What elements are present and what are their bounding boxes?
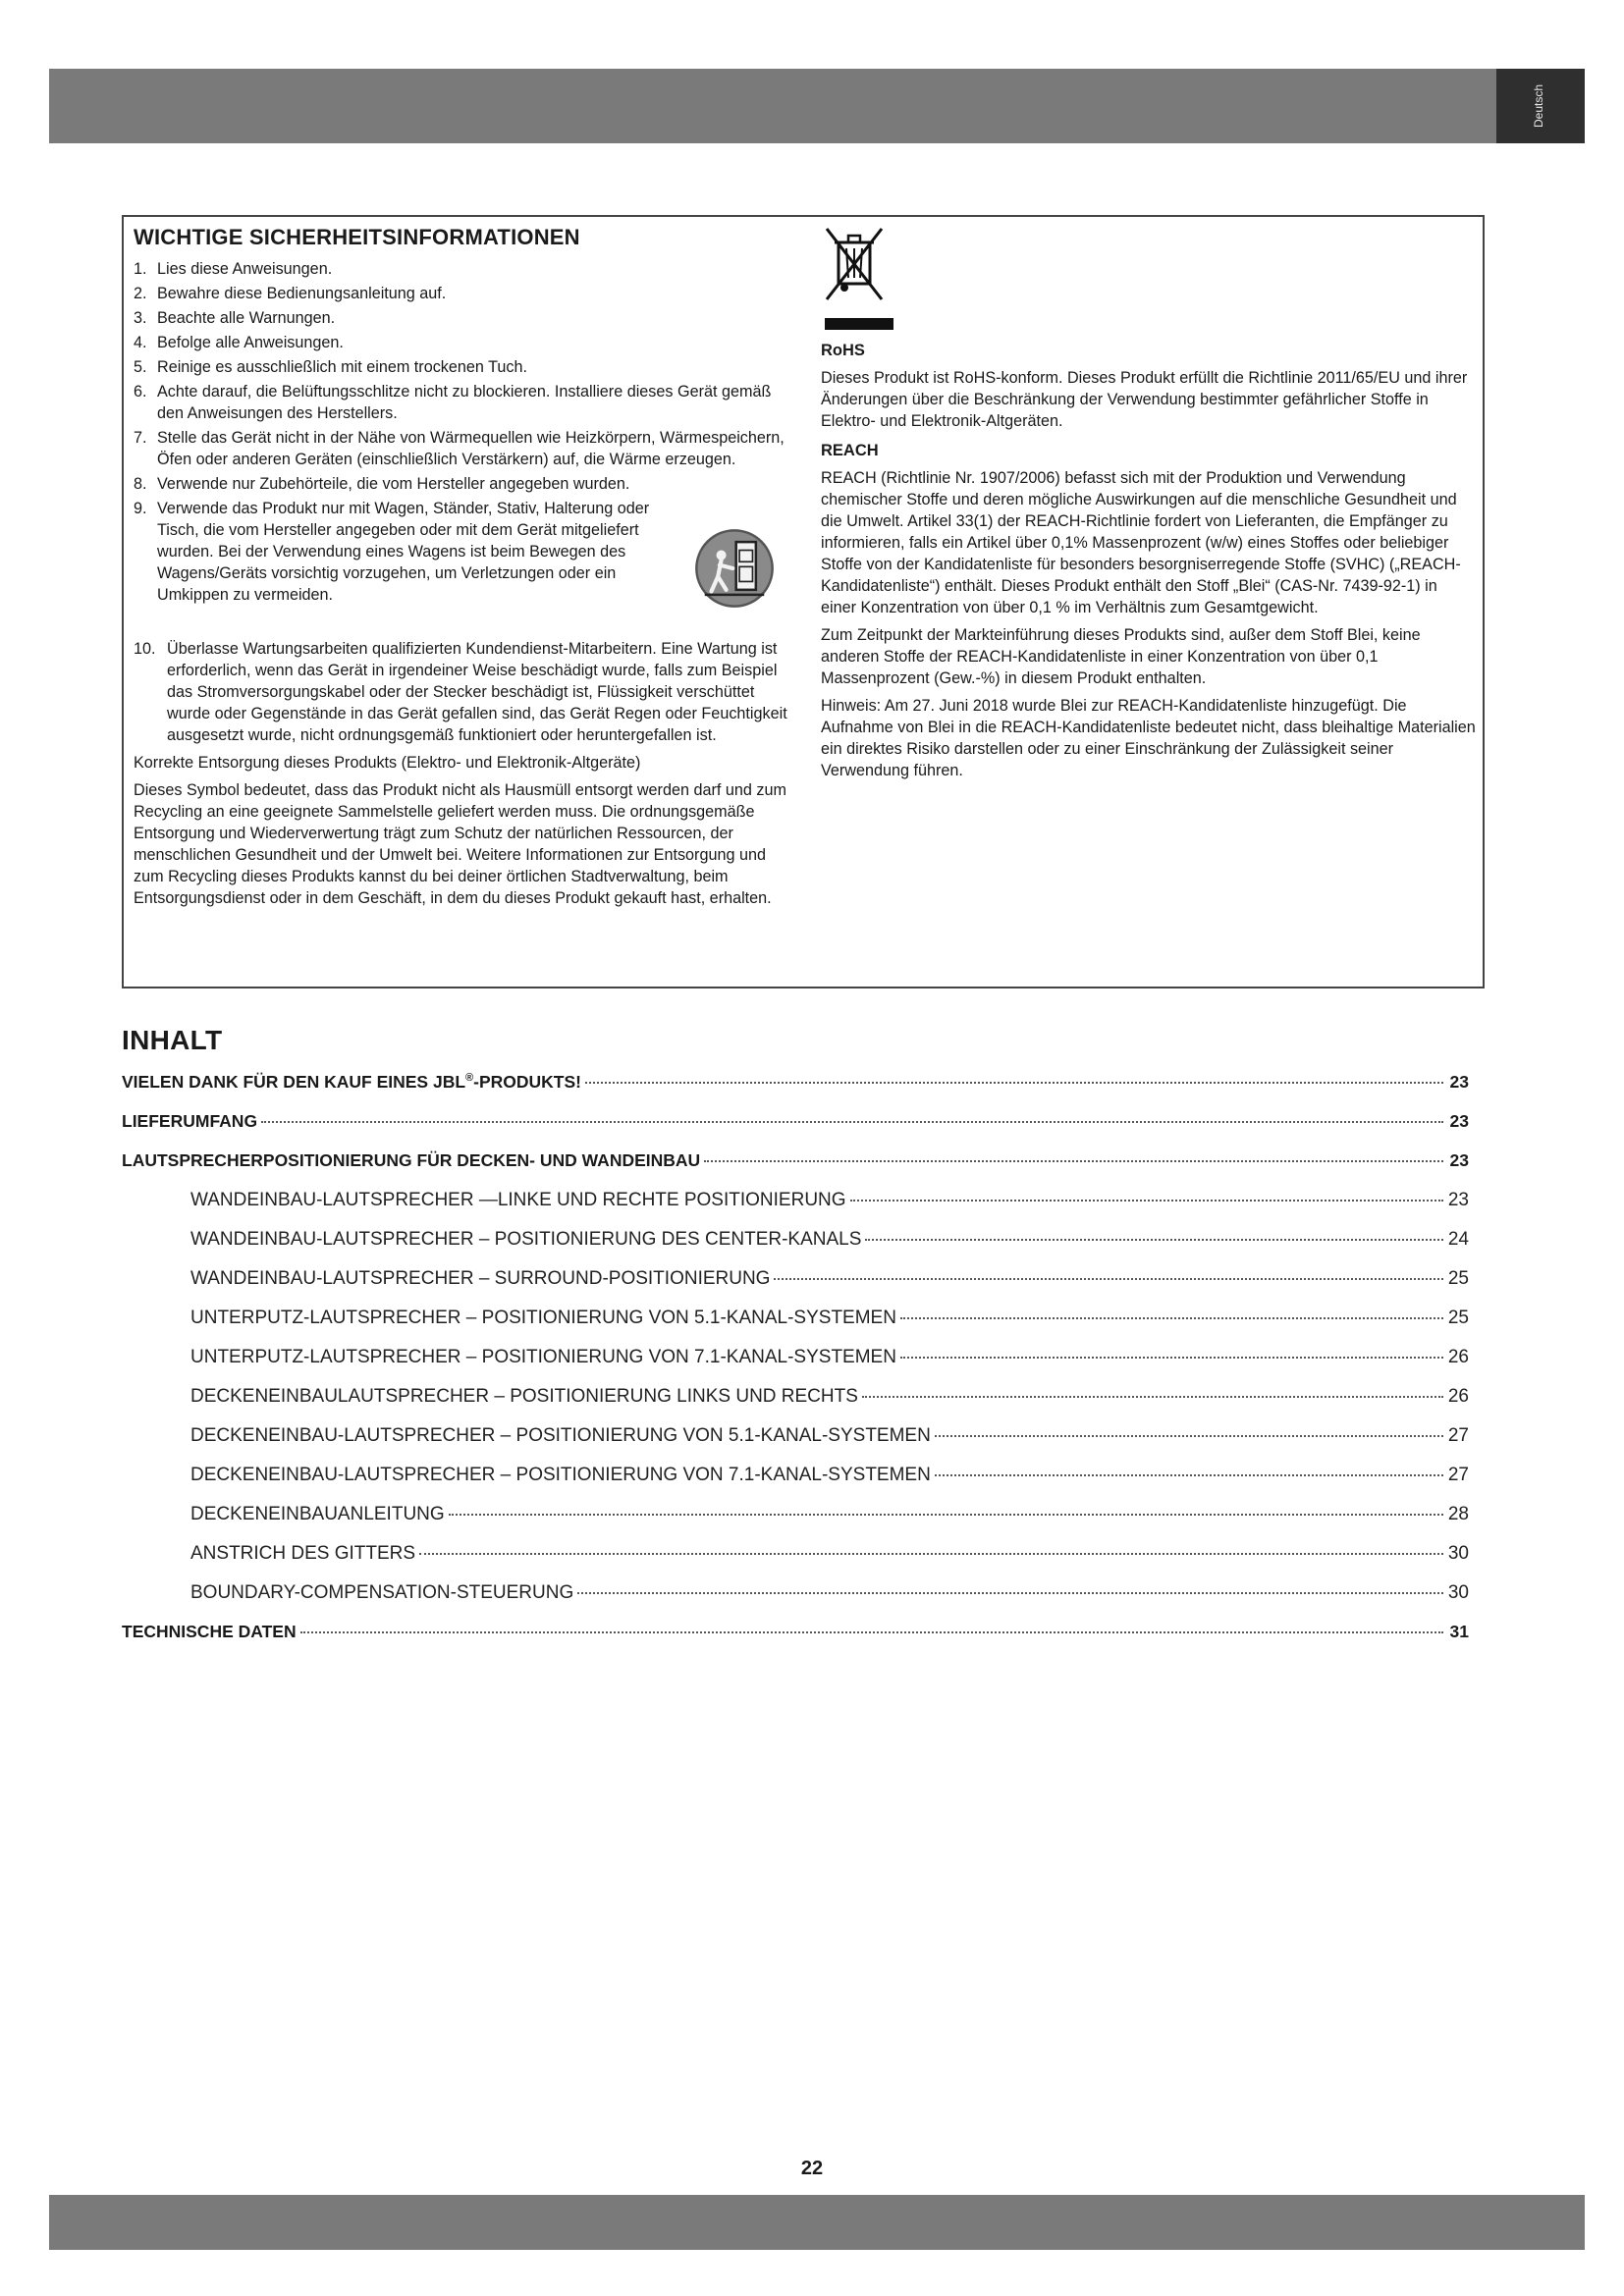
- safety-information-box: [122, 215, 1485, 988]
- toc-entry[interactable]: [122, 1465, 1469, 1504]
- list-item-text: Lies diese Anweisungen.: [157, 260, 333, 278]
- toc-leader-dots: [261, 1121, 1443, 1123]
- toc-leader-dots: [862, 1396, 1443, 1398]
- toc-page-number: 28: [1447, 1504, 1469, 1524]
- list-item-number: 6.: [134, 383, 147, 400]
- toc-leader-dots: [900, 1317, 1443, 1319]
- list-item-number: 1.: [134, 260, 147, 278]
- toc-label-text: VIELEN DANK FÜR DEN KAUF EINES JBL: [122, 1072, 466, 1092]
- toc-entry-label: [122, 1072, 581, 1093]
- list-item: [134, 332, 793, 353]
- list-item-text: Verwende nur Zubehörteile, die vom Hersteller angegeben wurden.: [157, 475, 630, 493]
- toc-label-text: UNTERPUTZ-LAUTSPRECHER – POSITIONIERUNG VON 7.1-KANAL-SYSTEMEN: [190, 1347, 896, 1367]
- list-item-number: 8.: [134, 475, 147, 493]
- toc-page-number: 23: [1449, 1150, 1469, 1170]
- list-item-number: 7.: [134, 429, 147, 447]
- list-item-number: 5.: [134, 358, 147, 376]
- list-item: [134, 473, 793, 495]
- toc-leader-dots: [300, 1631, 1443, 1633]
- toc-page-number: 24: [1447, 1229, 1469, 1250]
- toc-leader-dots: [449, 1514, 1443, 1516]
- cart-warning-icon: [693, 527, 776, 610]
- toc-entry[interactable]: [122, 1229, 1469, 1268]
- toc-leader-dots: [865, 1239, 1443, 1241]
- toc-entry[interactable]: [122, 1386, 1469, 1425]
- list-item: [134, 283, 793, 304]
- list-item-text: Achte darauf, die Belüftungsschlitze nicht zu blockieren. Installiere dieses Gerät gemäß den Anweisungen des Herstellers.: [157, 383, 772, 422]
- safety-title: WICHTIGE SICHERHEITSINFORMATIONEN: [134, 225, 580, 249]
- toc-page-number: 25: [1447, 1308, 1469, 1328]
- toc-entry-label: [122, 1150, 700, 1171]
- toc-page-number: 26: [1447, 1386, 1469, 1407]
- toc-entry-label: [190, 1229, 861, 1251]
- toc-entry[interactable]: [122, 1111, 1469, 1150]
- toc-entry[interactable]: [122, 1582, 1469, 1622]
- reach-title: REACH: [821, 442, 879, 459]
- weee-bar: [825, 318, 893, 330]
- list-item-text: Befolge alle Anweisungen.: [157, 334, 344, 351]
- header-bar: [49, 69, 1585, 143]
- safety-right-column: [821, 223, 1477, 781]
- toc-entry[interactable]: [122, 1190, 1469, 1229]
- rohs-text: Dieses Produkt ist RoHS-konform. Dieses Produkt erfüllt die Richtlinie 2011/65/EU und ihrer Änderungen über die Beschränkung der Verwendung bestimmter gefährlicher Stoffe in Elektro- und Elektronik-Altgeräten.: [821, 369, 1468, 430]
- toc-page-number: 30: [1447, 1543, 1469, 1564]
- toc-entry[interactable]: [122, 1072, 1469, 1111]
- toc-label-text: WANDEINBAU-LAUTSPRECHER – POSITIONIERUNG DES CENTER-KANALS: [190, 1229, 862, 1250]
- toc-entry[interactable]: [122, 1268, 1469, 1308]
- toc-page-number: 23: [1449, 1072, 1469, 1092]
- toc-entry[interactable]: [122, 1425, 1469, 1465]
- reach-note: Hinweis: Am 27. Juni 2018 wurde Blei zur REACH-Kandidatenliste hinzugefügt. Die Aufnahme von Blei in die REACH-Kandidatenliste bedeutet nicht, dass bleihaltige Materialien ein direktes Risiko darstellen oder zu einer Einschränkung der Zulässigkeit seiner Verwendung führen.: [821, 697, 1476, 779]
- toc-page-number: 27: [1447, 1465, 1469, 1485]
- toc-leader-dots: [850, 1200, 1443, 1201]
- toc-label-text: UNTERPUTZ-LAUTSPRECHER – POSITIONIERUNG VON 5.1-KANAL-SYSTEMEN: [190, 1308, 896, 1328]
- list-item-text: Verwende das Produkt nur mit Wagen, Ständer, Stativ, Halterung oder Tisch, die vom Hersteller angegeben oder mit dem Gerät mitgeliefert wurden. Bei der Verwendung eines Wagens ist beim Bewegen des Wagens/Geräts vorsichtig vorzugehen, um Verletzungen oder ein Umkippen zu vermeiden.: [157, 500, 650, 604]
- rohs-title: RoHS: [821, 342, 865, 359]
- disposal-title: Korrekte Entsorgung dieses Produkts (Elektro- und Elektronik-Altgeräte): [134, 754, 641, 772]
- toc-page-number: 23: [1449, 1111, 1469, 1131]
- disposal-text: Dieses Symbol bedeutet, dass das Produkt nicht als Hausmüll entsorgt werden darf und zum Recycling an eine geeignete Sammelstelle geliefert werden muss. Die ordnungsgemäße Entsorgung und Wiederverwertung trägt zum Schutz der natürlichen Ressourcen, der menschlichen Gesundheit und der Umwelt bei. Weitere Informationen zur Entsorgung und zum Recycling dieses Produkts kannst du bei deiner örtlichen Stadtverwaltung, beim Entsorgungsdienst oder in dem Geschäft, in dem du dieses Produkt gekauft hast, erhalten.: [134, 781, 786, 907]
- list-item: [134, 498, 793, 635]
- toc-entry[interactable]: [122, 1308, 1469, 1347]
- toc-entry-label: [190, 1504, 445, 1525]
- toc-leader-dots: [935, 1474, 1443, 1476]
- list-item: [134, 356, 793, 378]
- footer-bar: [49, 2195, 1585, 2250]
- toc-entry-label: [122, 1622, 297, 1642]
- toc-leader-dots: [577, 1592, 1443, 1594]
- toc-label-text: DECKENEINBAULAUTSPRECHER – POSITIONIERUNG LINKS UND RECHTS: [190, 1386, 858, 1407]
- toc-label-text: ANSTRICH DES GITTERS: [190, 1543, 416, 1564]
- list-item: [134, 381, 793, 424]
- toc-label-text: DECKENEINBAUANLEITUNG: [190, 1504, 445, 1524]
- toc-entry-label: [190, 1425, 931, 1447]
- list-item: [134, 427, 793, 470]
- toc-page-number: 30: [1447, 1582, 1469, 1603]
- toc-label-text: DECKENEINBAU-LAUTSPRECHER – POSITIONIERUNG VON 7.1-KANAL-SYSTEMEN: [190, 1465, 931, 1485]
- list-item: [134, 638, 793, 746]
- table-of-contents: [122, 1072, 1469, 1661]
- toc-entry[interactable]: [122, 1504, 1469, 1543]
- toc-entry[interactable]: [122, 1150, 1469, 1190]
- toc-entry-label: [122, 1111, 257, 1132]
- language-tab[interactable]: [1496, 69, 1585, 143]
- toc-page-number: 31: [1449, 1622, 1469, 1641]
- toc-entry-label: [190, 1347, 896, 1368]
- reach-text: REACH (Richtlinie Nr. 1907/2006) befasst sich mit der Produktion und Verwendung chemischer Stoffe und deren mögliche Auswirkungen auf die menschliche Gesundheit und die Umwelt. Artikel 33(1) der REACH-Richtlinie fordert von Lieferanten, die Empfänger zu informieren, falls ein Artikel über 0,1% Massenprozent (w/w) eines Stoffes oder beliebiger Stoffe von der Kandidatenliste für besonders besorgniserregende Stoffe (SVHC) („REACH-Kandidatenliste“) enthält. Dieses Produkt enthält den Stoff „Blei“ (CAS-Nr. 7439-92-1) in einer Konzentration von über 0,1 % im Verhältnis zum Gesamtgewicht.: [821, 469, 1461, 616]
- toc-entry[interactable]: [122, 1543, 1469, 1582]
- toc-leader-dots: [585, 1082, 1443, 1084]
- crossed-bin-icon: [823, 223, 886, 307]
- toc-label-suffix: -PRODUKTS!: [473, 1072, 581, 1092]
- registered-mark: ®: [465, 1072, 474, 1085]
- toc-label-text: WANDEINBAU-LAUTSPRECHER – SURROUND-POSITIONIERUNG: [190, 1268, 771, 1289]
- toc-label-text: TECHNISCHE DATEN: [122, 1622, 297, 1641]
- toc-leader-dots: [419, 1553, 1443, 1555]
- toc-entry-label: [190, 1465, 931, 1486]
- list-item-number: 2.: [134, 285, 147, 302]
- list-item-text: Beachte alle Warnungen.: [157, 309, 336, 327]
- list-item-number: 3.: [134, 309, 147, 327]
- toc-entry-label: [190, 1268, 770, 1290]
- toc-entry-label: [190, 1582, 573, 1604]
- toc-label-text: BOUNDARY-COMPENSATION-STEUERUNG: [190, 1582, 574, 1603]
- toc-entry-label: [190, 1190, 846, 1211]
- toc-entry-label: [190, 1543, 415, 1565]
- page-number: 22: [800, 2158, 824, 2179]
- list-item-number: 4.: [134, 334, 147, 351]
- toc-leader-dots: [900, 1357, 1443, 1359]
- toc-label-text: DECKENEINBAU-LAUTSPRECHER – POSITIONIERUNG VON 5.1-KANAL-SYSTEMEN: [190, 1425, 931, 1446]
- language-tab-label: Deutsch: [1532, 83, 1545, 129]
- list-item-text: Bewahre diese Bedienungsanleitung auf.: [157, 285, 447, 302]
- toc-leader-dots: [704, 1160, 1443, 1162]
- toc-page-number: 26: [1447, 1347, 1469, 1367]
- toc-label-text: LAUTSPRECHERPOSITIONIERUNG FÜR DECKEN- UND WANDEINBAU: [122, 1150, 701, 1170]
- toc-label-text: LIEFERUMFANG: [122, 1111, 258, 1131]
- list-item-text: Überlasse Wartungsarbeiten qualifizierten Kundendienst-Mitarbeitern. Eine Wartung ist erforderlich, wenn das Gerät in irgendeiner Weise beschädigt wurde, falls zum Beispiel das Stromversorgungskabel oder der Stecker beschädigt ist, Flüssigkeit verschüttet wurde oder Gegenstände in das Gerät gefallen sind, das Gerät Regen oder Feuchtigkeit ausgesetzt wurde, nicht ordnungsgemäß funktioniert oder heruntergefallen ist.: [167, 640, 787, 744]
- toc-page-number: 23: [1447, 1190, 1469, 1210]
- safety-left-column: [134, 225, 793, 909]
- list-item: [134, 307, 793, 329]
- toc-label-text: WANDEINBAU-LAUTSPRECHER —LINKE UND RECHTE POSITIONIERUNG: [190, 1190, 846, 1210]
- toc-entry-label: [190, 1386, 858, 1408]
- toc-entry[interactable]: [122, 1347, 1469, 1386]
- toc-leader-dots: [774, 1278, 1443, 1280]
- list-item-number: 10.: [134, 640, 156, 658]
- safety-list: [134, 258, 793, 746]
- contents-title: INHALT: [122, 1025, 223, 1055]
- reach-text-2: Zum Zeitpunkt der Markteinführung dieses Produkts sind, außer dem Stoff Blei, keine anderen Stoffe der REACH-Kandidatenliste in einer Konzentration von über 0,1 Massenprozent (Gew.-%) in diesem Produkt enthalten.: [821, 626, 1421, 687]
- list-item-text: Reinige es ausschließlich mit einem trockenen Tuch.: [157, 358, 527, 376]
- toc-page-number: 27: [1447, 1425, 1469, 1446]
- list-item-text: Stelle das Gerät nicht in der Nähe von Wärmequellen wie Heizkörpern, Wärmespeichern, Öfen oder anderen Geräten (einschließlich Verstärkern) auf, die Wärme erzeugen.: [157, 429, 785, 468]
- toc-leader-dots: [935, 1435, 1443, 1437]
- list-item: [134, 258, 793, 280]
- toc-page-number: 25: [1447, 1268, 1469, 1289]
- toc-entry[interactable]: [122, 1622, 1469, 1661]
- toc-entry-label: [190, 1308, 896, 1329]
- list-item-number: 9.: [134, 500, 147, 517]
